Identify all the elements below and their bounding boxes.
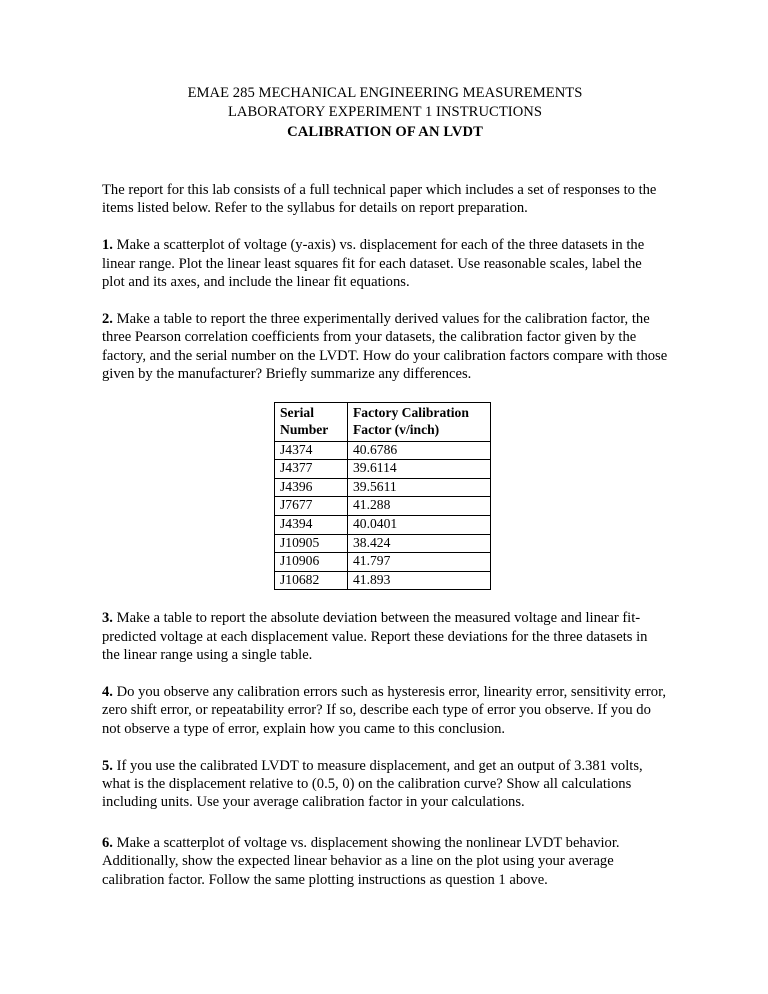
table-header-row [275,403,491,441]
column-header-serial-number-label: Serial Number [280,405,329,438]
cell-serial: J4374 [275,441,348,460]
table-row [275,478,491,497]
page-title: CALIBRATION OF AN LVDT [287,124,483,140]
header-line-2: LABORATORY EXPERIMENT 1 INSTRUCTIONS [227,103,543,120]
item-text-5: If you use the calibrated LVDT to measure displacement, and get an output of 3.381 volts, what is the displacement relative to (0.5, 0) on the calibration curve? Show all calculations including units. Use your average calibration factor in your calculations. [102,757,643,811]
instruction-item-2 [102,310,668,384]
header-line-1: EMAE 285 MECHANICAL ENGINEERING MEASUREMENTS [187,85,583,101]
cell-factor: 40.0401 [348,516,491,535]
item-text-4: Do you observe any calibration errors such as hysteresis error, linearity error, sensitivity error, zero shift error, or repeatability error? If so, describe each type of error you observe. If you do not observe a type of error, explain how you came to this conclusion. [102,683,666,737]
cell-serial: J7677 [275,497,348,516]
instruction-item-5 [102,757,668,812]
item-text-6: Make a scatterplot of voltage vs. displacement showing the nonlinear LVDT behavior. Additionally, show the expected linear behavior as a line on the plot using your average calibration factor. Follow the same plotting instructions as question 1 above. [102,834,620,888]
item-number-6: 6. [102,834,113,851]
cell-factor: 39.5611 [348,478,491,497]
instruction-item-1 [102,236,668,291]
instruction-item-3 [102,609,668,664]
table-row [275,497,491,516]
factory-calibration-table [274,402,491,590]
item-text-1: Make a scatterplot of voltage (y-axis) vs. displacement for each of the three datasets in the linear range. Plot the linear least squares fit for each dataset. Use reasonable scales, label the plot and its axes, and include the linear fit equations. [102,237,645,291]
table-row [275,516,491,535]
intro-paragraph: The report for this lab consists of a full technical paper which includes a set of responses to the items listed below. Refer to the syllabus for details on report preparation. [102,182,657,217]
cell-factor: 39.6114 [348,460,491,479]
column-header-factory-calibration-factor [348,403,491,441]
cell-factor: 41.288 [348,497,491,516]
column-header-serial-number [275,403,348,441]
column-header-factory-calibration-factor-label: Factory Calibration Factor (v/inch) [353,405,469,438]
cell-serial: J10906 [275,553,348,572]
cell-factor: 41.797 [348,553,491,572]
table-row [275,441,491,460]
item-number-2: 2. [102,310,113,327]
cell-factor: 40.6786 [348,441,491,460]
cell-factor: 41.893 [348,571,491,590]
header-spacer [102,143,668,181]
item-number-3: 3. [102,610,113,627]
item-text-2: Make a table to report the three experimentally derived values for the calibration factor, the three Pearson correlation coefficients from your datasets, the calibration factor given by the factory, and the serial number on the LVDT. How do your calibration factors compare with those given by the manufacturer? Briefly summarize any differences. [102,310,668,383]
table-row [275,460,491,479]
cell-serial: J4377 [275,460,348,479]
instruction-item-6 [102,834,668,889]
cell-factor: 38.424 [348,534,491,553]
cell-serial: J10905 [275,534,348,553]
table-row [275,553,491,572]
item-number-1: 1. [102,237,113,254]
cell-serial: J4394 [275,516,348,535]
item-text-3: Make a table to report the absolute deviation between the measured voltage and linear fit- predicted voltage at each displacement value. Report these deviations for the three datasets in the linear range using a single table. [102,610,648,664]
table-row [275,534,491,553]
calibration-table-container [102,402,668,590]
instruction-item-4 [102,683,668,738]
item-number-5: 5. [102,757,113,774]
table-row [275,571,491,590]
document-header [102,84,668,143]
cell-serial: J4396 [275,478,348,497]
cell-serial: J10682 [275,571,348,590]
item-number-4: 4. [102,683,113,700]
document-content [102,84,668,889]
